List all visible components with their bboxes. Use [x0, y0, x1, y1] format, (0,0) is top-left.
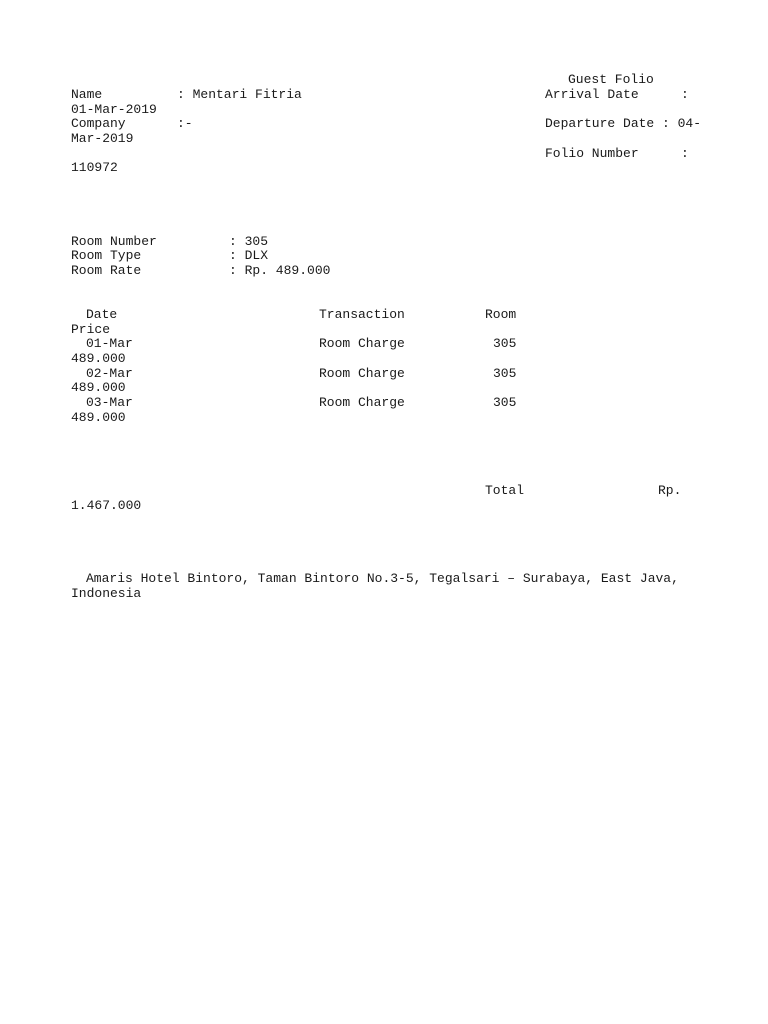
company-label: Company — [71, 116, 126, 131]
total-currency: Rp. — [658, 483, 682, 498]
room-number-label: Room Number — [71, 234, 157, 249]
row-transaction: Room Charge — [319, 336, 405, 351]
folio-number-label: Folio Number — [545, 146, 639, 161]
row-date: 01-Mar — [86, 336, 133, 351]
header-transaction: Transaction — [319, 307, 405, 322]
arrival-date-colon: : — [681, 87, 689, 102]
name-label: Name — [71, 87, 103, 102]
departure-date-value: Mar-2019 — [71, 131, 134, 146]
row-room: 305 — [493, 366, 517, 381]
row-date: 02-Mar — [86, 366, 133, 381]
row-date: 03-Mar — [86, 395, 133, 410]
hotel-address-country: Indonesia — [71, 586, 142, 601]
room-rate-label: Room Rate — [71, 263, 142, 278]
header-date: Date — [86, 307, 118, 322]
name-value: : Mentari Fitria — [177, 87, 302, 102]
folio-number-colon: : — [681, 146, 689, 161]
folio-title: Guest Folio — [568, 72, 654, 87]
total-value: 1.467.000 — [71, 498, 142, 513]
room-rate-value: : Rp. 489.000 — [229, 263, 331, 278]
room-type-label: Room Type — [71, 248, 142, 263]
row-price: 489.000 — [71, 351, 126, 366]
row-transaction: Room Charge — [319, 395, 405, 410]
departure-date-label: Departure Date : 04- — [545, 116, 702, 131]
row-room: 305 — [493, 395, 517, 410]
arrival-date-value: 01-Mar-2019 — [71, 102, 157, 117]
room-number-value: : 305 — [229, 234, 269, 249]
row-price: 489.000 — [71, 380, 126, 395]
folio-number-value: 110972 — [71, 160, 118, 175]
header-room: Room — [485, 307, 517, 322]
header-price: Price — [71, 322, 111, 337]
arrival-date-label: Arrival Date — [545, 87, 639, 102]
hotel-address: Amaris Hotel Bintoro, Taman Bintoro No.3-5, Tegalsari – Surabaya, East Java, — [86, 571, 679, 586]
row-price: 489.000 — [71, 410, 126, 425]
row-transaction: Room Charge — [319, 366, 405, 381]
row-room: 305 — [493, 336, 517, 351]
total-label: Total — [485, 483, 525, 498]
room-type-value: : DLX — [229, 248, 269, 263]
company-value: :- — [177, 116, 193, 131]
